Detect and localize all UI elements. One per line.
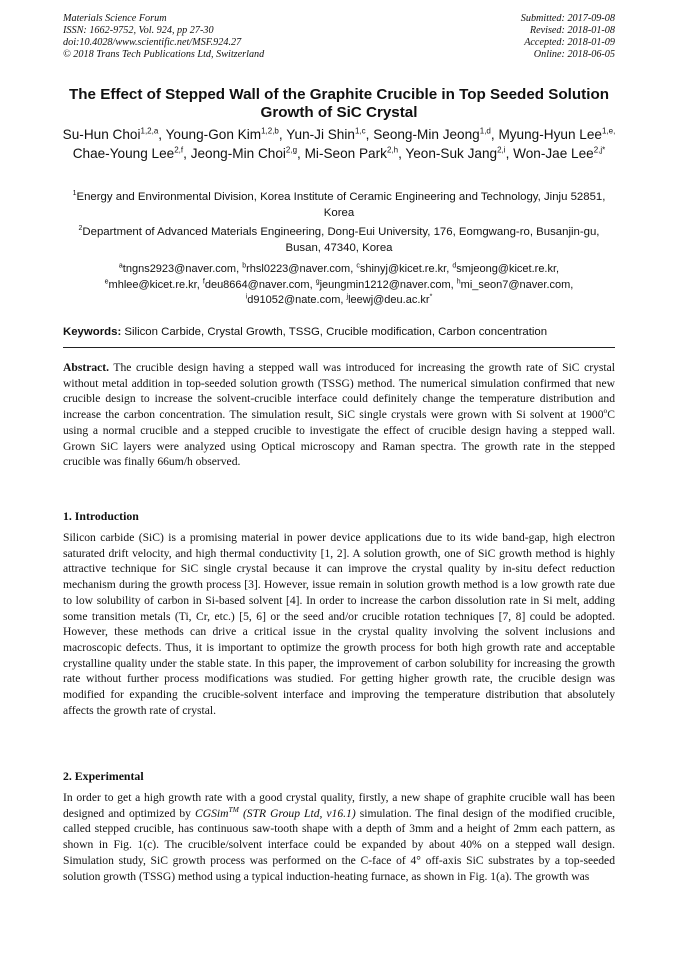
- email-link[interactable]: deu8664@naver.com: [204, 278, 310, 291]
- email-link[interactable]: mi_seon7@naver.com: [460, 278, 571, 291]
- journal-info: [63, 13, 264, 61]
- affiliation-1: $^1$Energy and Environmental Division, Korea Institute of Ceramic Engineering and Technology, Jinju 52851, Korea: [72, 190, 606, 219]
- author: Jeong-Min Choi$^{2,g}$: [190, 145, 298, 161]
- submitted-date: Submitted: 2017-09-08: [520, 13, 615, 24]
- author: Seong-Min Jeong$^{1,d}$: [373, 126, 491, 142]
- introduction-text: Silicon carbide (SiC) is a promising material in power device applications due to its wide band-gap, high electron saturated drift velocity, and high thermal conductivity [1, 2]. A solution growth, one of SiC growth method is highly attractive technique for SiC single crystal because it can improve the crystal quality by in-situ defect reduction mechanism during the growth process [3]. However, issue remain in solution growth method is a low growth rate due to low solubility of carbon in Si-based solvent [4]. In order to increase the carbon dissolution rate in Si melt, adding some transition metals (Ti, Cr, etc.) [5, 6] or the seed and/or crucible rotation techniques [7, 8] could be adopted. However, these methods can drive a critical issue in the crystal quality involving the solvent inclusions and macroscopic defects. Thus, it is important to optimize the growth process for both high growth rate and acceptable crystalline quality under the stable state. In this paper, the improvement of carbon solubility for increasing the growth rate without further process modifications was studied. For getting higher growth rate, the crucible design was modified for expanding the crucible-solvent interface and improving the temperature distribution that absolutely affects the growth rate of crystal.: [63, 531, 615, 717]
- issn-line: ISSN: 1662-9752, Vol. 924, pp 27-30: [63, 25, 214, 36]
- paper-title: The Effect of Stepped Wall of the Graphite Crucible in Top Seeded Solution Growth of SiC Crystal: [68, 86, 610, 121]
- email-link[interactable]: tngns2923@naver.com: [122, 263, 237, 275]
- journal-name: Materials Science Forum: [63, 13, 167, 24]
- dates-info: [521, 13, 615, 61]
- author: Myung-Hyun Lee$^{1,e,}$: [498, 126, 616, 142]
- revised-date: Revised: 2018-01-08: [529, 25, 615, 36]
- email-link[interactable]: mhlee@kicet.re.kr: [108, 278, 197, 291]
- keywords-text: Silicon Carbide, Crystal Growth, TSSG, Crucible modification, Carbon concentration: [124, 326, 548, 338]
- author: Won-Jae Lee$^{2,j*}$: [513, 145, 606, 161]
- abstract-label: Abstract.: [63, 361, 110, 374]
- author: Young-Gon Kim$^{1,2,b}$: [165, 126, 279, 142]
- email-link[interactable]: smjeong@kicet.re.kr: [456, 263, 557, 275]
- email-link[interactable]: leewj@deu.ac.kr: [348, 294, 430, 306]
- section-heading-experimental: 2. Experimental: [63, 769, 144, 783]
- abstract: Abstract. The crucible design having a stepped wall was introduced for increasing the growth rate of SiC crystal without metal addition in top-seeded solution growth (TSSG) method. The numerical simulation confirmed that new crucible design to increase the solvent-crucible interface could definitely change the temperature distribution and increase the carbon concentration. The simulation result, SiC single crystals were grown with Si solvent at 1900$^o$C using a normal crucible and a stepped crucible to investigate the effect of crucible design having a stepped wall. Grown SiC layers were analyzed using Optical microscopy and Raman spectra. The growth rate in the stepped crucible was finally 66um/h observed.: [63, 361, 615, 469]
- author: Yeon-Suk Jang$^{2,i}$: [405, 145, 506, 161]
- divider: [63, 347, 615, 348]
- section-heading-introduction: 1. Introduction: [63, 509, 139, 523]
- accepted-date: Accepted: 2018-01-09: [524, 37, 615, 48]
- email-link[interactable]: d91052@nate.com: [247, 294, 341, 306]
- email-list: $^a$tngns2923@naver.com, $^b$rhsl0223@naver.com, $^c$shinyj@kicet.re.kr, $^d$smjeong@kicet.re.kr, $^e$mhlee@kicet.re.kr, $^f$deu8664@naver.com, $^g$jeungmin1212@naver.com, $^h$mi_seon7@naver.com, $^i$d91052@nate.com, $^j$leewj@deu.ac.kr*: [104, 262, 574, 306]
- email-link[interactable]: shinyj@kicet.re.kr: [359, 263, 447, 275]
- author-list: Su-Hun Choi$^{1,2,a}$, Young-Gon Kim$^{1,2,b}$, Yun-Ji Shin$^{1,c}$, Seong-Min Jeong$^{1,d}$, Myung-Hyun Lee$^{1,e,}$ Chae-Young Lee$^{2,f}$, Jeong-Min Choi$^{2,g}$, Mi-Seon Park$^{2,h}$, Yeon-Suk Jang$^{2,i}$, Won-Jae Lee$^{2,j*}$: [62, 126, 616, 161]
- experimental-text: In order to get a high growth rate with a good crystal quality, firstly, a new shape of graphite crucible wall has been designed and optimized by CGSim™ (STR Group Ltd, v16.1) simulation. The final design of the modified crucible, called stepped crucible, has continuous saw-tooth shape with a depth of 3mm and a height of 2mm each pattern, as shown in Fig. 1(c). The crucible/solvent interface could be expanded by about 40% on a stepped wall design. Simulation study, SiC growth process was performed on the C-face of 4° off-axis SiC substrates by a top-seeded solution growth (TSSG) method using a typical induction-heating furnace, as shown in Fig. 1(a). The growth was: [63, 791, 615, 883]
- author: Su-Hun Choi$^{1,2,a}$: [62, 126, 159, 142]
- copyright-line: © 2018 Trans Tech Publications Ltd, Switzerland: [63, 49, 265, 60]
- author: Mi-Seon Park$^{2,h}$: [304, 145, 399, 161]
- email-link[interactable]: rhsl0223@naver.com: [246, 263, 351, 275]
- keywords-label: Keywords:: [63, 326, 122, 338]
- keywords: [63, 325, 615, 339]
- author: Chae-Young Lee$^{2,f}$: [72, 145, 184, 161]
- author: Yun-Ji Shin$^{1,c}$: [286, 126, 366, 142]
- online-date: Online: 2018-06-05: [533, 49, 615, 60]
- doi-line: doi:10.4028/www.scientific.net/MSF.924.27: [63, 37, 242, 48]
- email-link[interactable]: jeungmin1212@naver.com: [319, 278, 451, 291]
- affiliation-2: $^2$Department of Advanced Materials Engineering, Dong-Eui University, 176, Eomgwang-ro, Busanjin-gu, Busan, 47340, Korea: [78, 225, 600, 254]
